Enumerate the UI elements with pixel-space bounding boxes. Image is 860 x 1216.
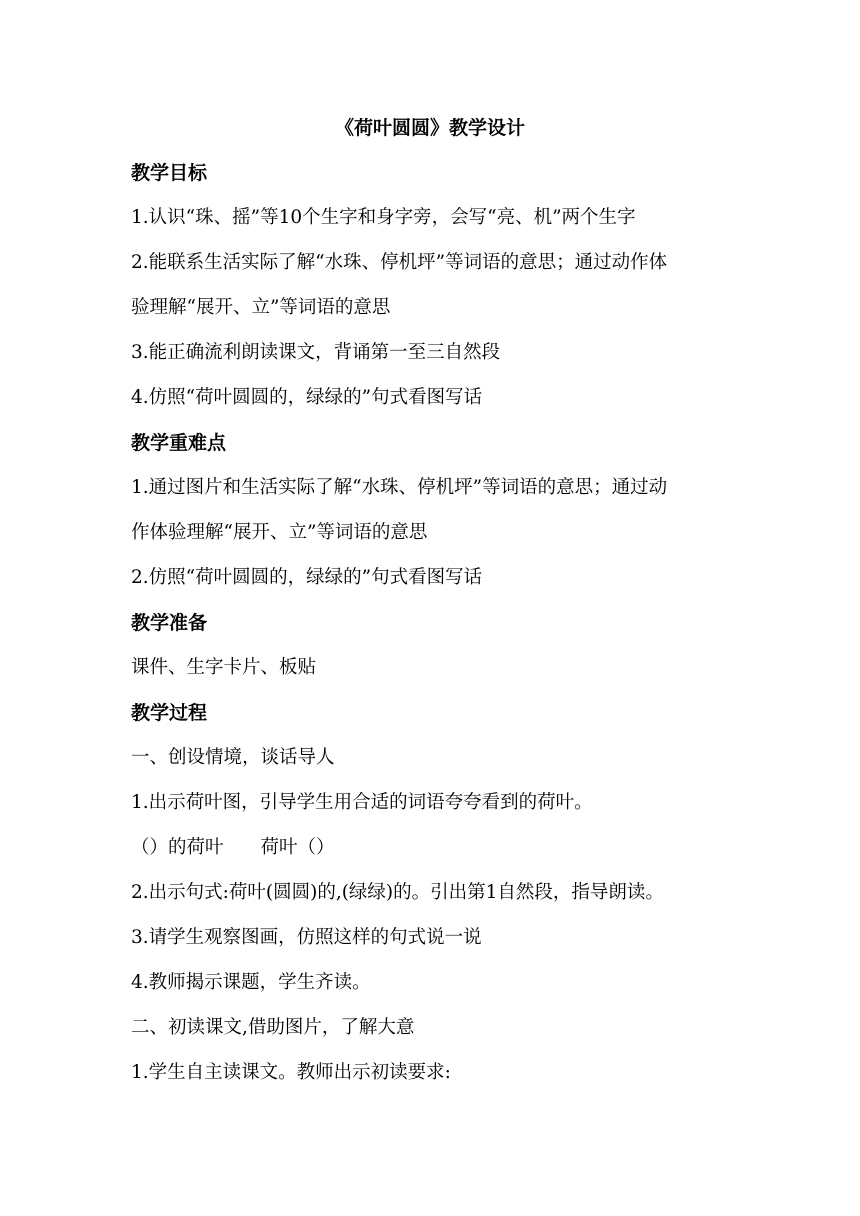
- objective-item: 2.能联系生活实际了解“水珠、停机坪”等词语的意思；通过动作体: [131, 252, 668, 273]
- process-line: 1.出示荷叶图，引导学生用合适的词语夸夸看到的荷叶。: [131, 792, 593, 813]
- section-heading-preparation: 教学准备: [131, 612, 208, 634]
- objective-item-continued: 验理解“展开、立”等词语的意思: [131, 297, 391, 318]
- process-line: 4.教师揭示课题，学生齐读。: [131, 972, 371, 993]
- objective-item: 4.仿照“荷叶圆圆的，绿绿的”句式看图写话: [131, 387, 483, 408]
- process-line: 2.出示句式:荷叶(圆圆)的,(绿绿)的。引出第1自然段，指导朗读。: [131, 882, 664, 903]
- process-step-heading: 一、创设情境，谈话导人: [131, 747, 335, 768]
- section-heading-objectives: 教学目标: [131, 162, 208, 184]
- document-title: 《荷叶圆圆》教学设计: [334, 117, 525, 139]
- preparation-text: 课件、生字卡片、板贴: [131, 657, 317, 678]
- key-point-item-continued: 作体验理解“展开、立”等词语的意思: [131, 522, 428, 543]
- process-step-heading: 二、初读课文,借助图片，了解大意: [131, 1017, 415, 1038]
- objective-item: 1.认识“珠、摇”等10个生字和身字旁，会写“亮、机”两个生字: [131, 207, 636, 228]
- key-point-item: 2.仿照“荷叶圆圆的，绿绿的”句式看图写话: [131, 567, 483, 588]
- section-heading-key-points: 教学重难点: [131, 432, 227, 454]
- objective-item: 3.能正确流利朗读课文，背诵第一至三自然段: [131, 342, 501, 363]
- process-line: 1.学生自主读课文。教师出示初读要求:: [131, 1062, 451, 1083]
- process-line: 3.请学生观察图画，仿照这样的句式说一说: [131, 927, 482, 948]
- process-line: （）的荷叶 荷叶（）: [131, 837, 335, 858]
- key-point-item: 1.通过图片和生活实际了解“水珠、停机坪”等词语的意思；通过动: [131, 477, 668, 498]
- section-heading-process: 教学过程: [131, 702, 208, 724]
